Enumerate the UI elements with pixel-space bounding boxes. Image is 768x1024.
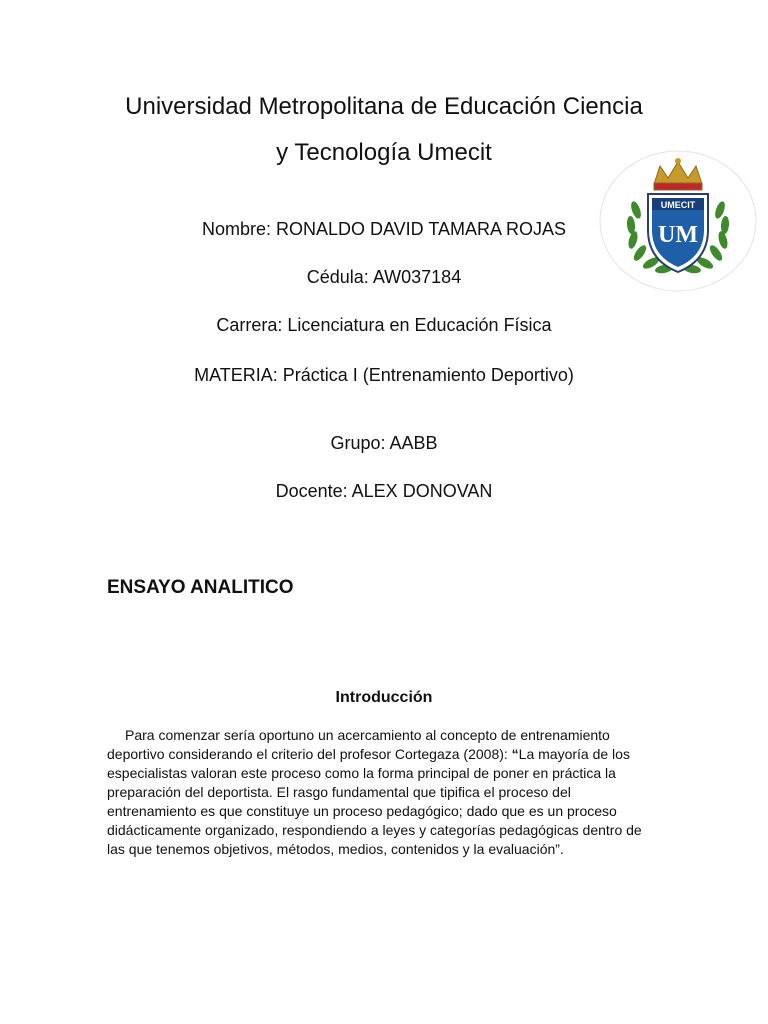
university-name-line-1: Universidad Metropolitana de Educación Ciencia <box>125 93 643 120</box>
intro-paragraph <box>107 726 659 859</box>
subject: MATERIA: Práctica I (Entrenamiento Deportivo) <box>194 365 574 385</box>
teacher: Docente: ALEX DONOVAN <box>275 481 493 501</box>
essay-title: ENSAYO ANALITICO <box>107 577 294 598</box>
student-name: Nombre: RONALDO DAVID TAMARA ROJAS <box>201 219 567 239</box>
group: Grupo: AABB <box>330 433 438 453</box>
logo-monogram: UM <box>658 222 698 248</box>
intro-open-quote: “ <box>511 746 519 762</box>
career: Carrera: Licenciatura en Educación Física <box>216 315 552 335</box>
intro-text: Para comenzar sería oportuno un acercamiento al concepto de entrenamiento deportivo considerando el criterio del profesor Cortegaza (2008): <box>107 727 610 762</box>
university-name-line-2: y Tecnología Umecit <box>276 139 492 166</box>
section-title: Introducción <box>335 689 433 706</box>
student-id: Cédula: AW037184 <box>306 267 462 287</box>
intro-quote: La mayoría de los especialistas valoran este proceso como la forma principal de poner en práctica la preparación del deportista. El rasgo fundamental que tipifica el proceso del entrenamiento es que constituye un proceso pedagógico; dado que es un proceso didácticamente organizado, respondiendo a leyes y categorías pedagógicas dentro de las que tenemos objetivos, métodos, medios, contenidos y la evaluación”. <box>107 746 642 857</box>
logo-acronym: UMECIT <box>660 200 696 210</box>
